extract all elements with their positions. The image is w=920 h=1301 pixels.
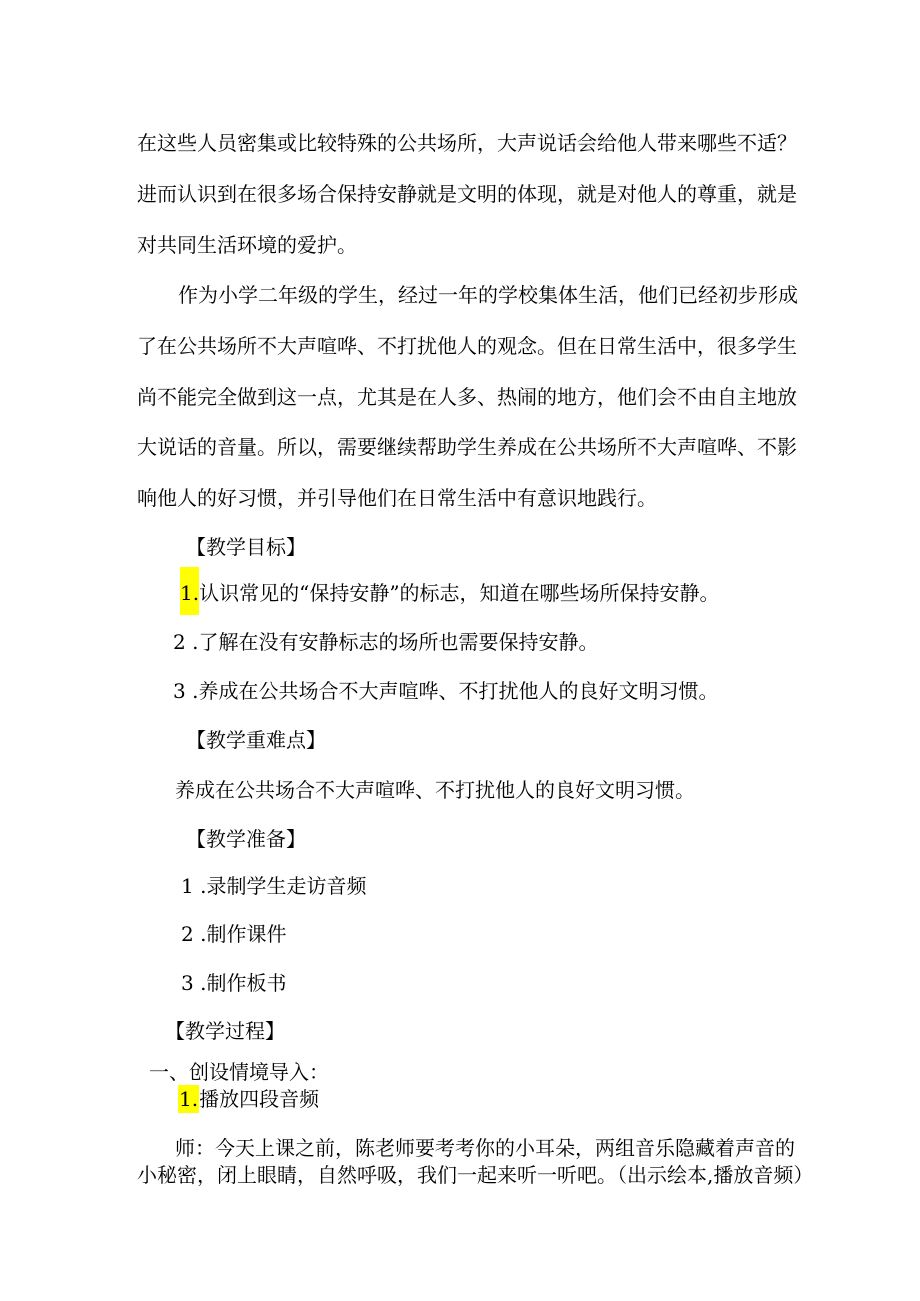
key-points-heading: 【教学重难点】 xyxy=(186,728,326,752)
preparation-item-3-number: 3 . xyxy=(181,971,207,995)
preparation-item-1-text: 录制学生走访音频 xyxy=(206,874,367,898)
objectives-heading: 【教学目标】 xyxy=(186,535,306,559)
preparation-item-1-number: 1 . xyxy=(181,874,207,898)
preparation-item-2-text: 制作课件 xyxy=(206,922,287,946)
paragraph2-line-5: 响他人的好习惯，并引导他们在日常生活中有意识地践行。 xyxy=(137,486,657,510)
objective-item-2-number: 2 . xyxy=(173,630,199,654)
paragraph1-line-3: 对共同生活环境的爱护。 xyxy=(137,233,357,257)
objective-item-2-text: 了解在没有安静标志的场所也需要保持安静。 xyxy=(198,630,599,654)
process-step1-text: 播放四段音频 xyxy=(199,1087,320,1111)
paragraph1-line-2: 进而认识到在很多场合保持安静就是文明的体现，就是对他人的尊重，就是 xyxy=(137,182,797,206)
preparation-item-3 xyxy=(181,971,286,995)
preparation-item-2-number: 2 . xyxy=(181,922,207,946)
paragraph2-line-2: 了在公共场所不大声喧哗、不打扰他人的观念。但在日常生活中，很多学生 xyxy=(137,334,797,358)
process-section1-title: 一、创设情境导入： xyxy=(149,1060,329,1084)
objective-item-3-text: 养成在公共场合不大声喧哗、不打扰他人的良好文明习惯。 xyxy=(198,679,719,703)
objective-item-1-text: 认识常见的“保持安静”的标志，知道在哪些场所保持安静。 xyxy=(199,581,720,605)
preparation-item-3-text: 制作板书 xyxy=(206,971,287,995)
teacher-line-1: 师：今天上课之前，陈老师要考考你的小耳朵，两组音乐隐藏着声音的 xyxy=(175,1136,795,1160)
objective-item-2 xyxy=(173,630,598,654)
objective-item-3-number: 3 . xyxy=(173,679,199,703)
objective-item-1 xyxy=(180,581,720,615)
key-points-text: 养成在公共场合不大声喧哗、不打扰他人的良好文明习惯。 xyxy=(175,778,695,802)
paragraph1-line-1: 在这些人员密集或比较特殊的公共场所，大声说话会给他人带来哪些不适？ xyxy=(137,131,797,155)
paragraph2-line-4: 大说话的音量。所以，需要继续帮助学生养成在公共场所不大声喧哗、不影 xyxy=(137,435,797,459)
teacher-line-2: 小秘密，闭上眼睛，自然呼吸，我们一起来听一听吧。（出示绘本,播放音频） xyxy=(137,1163,814,1187)
objective-item-3 xyxy=(173,679,718,703)
process-step1 xyxy=(178,1087,319,1113)
process-heading: 【教学过程】 xyxy=(165,1019,285,1043)
preparation-item-1 xyxy=(181,874,366,898)
preparation-heading: 【教学准备】 xyxy=(186,827,306,851)
preparation-item-2 xyxy=(181,922,286,946)
paragraph2-line-3: 尚不能完全做到这一点，尤其是在人多、热闹的地方，他们会不由自主地放 xyxy=(137,385,797,409)
objective-item-1-number: 1. xyxy=(180,567,199,615)
paragraph2-line-1: 作为小学二年级的学生，经过一年的学校集体生活，他们已经初步形成 xyxy=(178,283,798,307)
process-step1-number: 1. xyxy=(179,1087,199,1111)
